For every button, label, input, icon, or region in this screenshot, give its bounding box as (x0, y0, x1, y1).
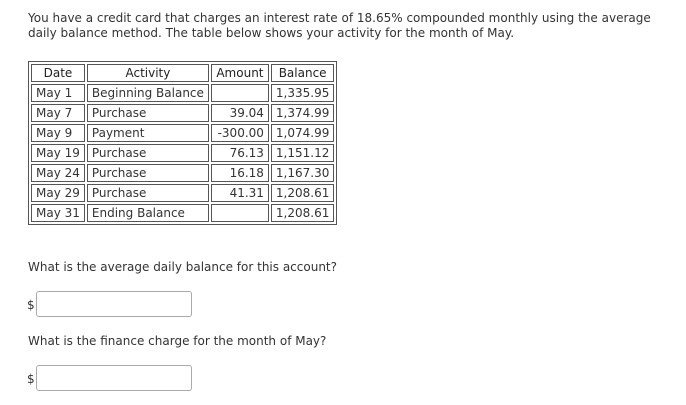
cell-date: May 9 (31, 124, 85, 142)
cell-activity: Purchase (87, 184, 209, 202)
cell-date: May 19 (31, 144, 85, 162)
cell-activity: Payment (87, 124, 209, 142)
cell-balance: 1,074.99 (271, 124, 334, 142)
table-row (31, 144, 334, 162)
cell-date: May 7 (31, 104, 85, 122)
table-row (31, 124, 334, 142)
cell-amount: 39.04 (211, 104, 269, 122)
cell-balance: 1,208.61 (271, 184, 334, 202)
cell-amount: 76.13 (211, 144, 269, 162)
table-row (31, 204, 334, 222)
cell-activity: Beginning Balance (87, 84, 209, 102)
cell-amount (211, 204, 269, 222)
cell-date: May 1 (31, 84, 85, 102)
cell-amount: -300.00 (211, 124, 269, 142)
cell-amount (211, 84, 269, 102)
cell-amount: 41.31 (211, 184, 269, 202)
header-activity: Activity (87, 64, 209, 82)
cell-balance: 1,335.95 (271, 84, 334, 102)
activity-table (28, 61, 337, 225)
cell-activity: Ending Balance (87, 204, 209, 222)
cell-activity: Purchase (87, 164, 209, 182)
cell-balance: 1,167.30 (271, 164, 334, 182)
average-daily-balance-input[interactable] (36, 291, 192, 317)
table-row (31, 164, 334, 182)
cell-activity: Purchase (87, 144, 209, 162)
cell-balance: 1,208.61 (271, 204, 334, 222)
header-amount: Amount (211, 64, 269, 82)
table-header-row (31, 64, 334, 82)
cell-date: May 31 (31, 204, 85, 222)
header-balance: Balance (271, 64, 334, 82)
question-finance-charge: What is the finance charge for the month of May? (28, 334, 327, 348)
header-date: Date (31, 64, 85, 82)
cell-date: May 24 (31, 164, 85, 182)
currency-symbol: $ (27, 372, 35, 386)
table-row (31, 104, 334, 122)
cell-balance: 1,374.99 (271, 104, 334, 122)
currency-symbol: $ (27, 298, 35, 312)
table-row (31, 184, 334, 202)
question-average-daily-balance: What is the average daily balance for this account? (28, 260, 338, 274)
problem-statement: You have a credit card that charges an interest rate of 18.65% compounded monthly using the average daily balance method. The table below shows your activity for the month of May. (28, 11, 651, 40)
table-row (31, 84, 334, 102)
finance-charge-input[interactable] (36, 365, 192, 391)
cell-balance: 1,151.12 (271, 144, 334, 162)
cell-activity: Purchase (87, 104, 209, 122)
cell-date: May 29 (31, 184, 85, 202)
cell-amount: 16.18 (211, 164, 269, 182)
